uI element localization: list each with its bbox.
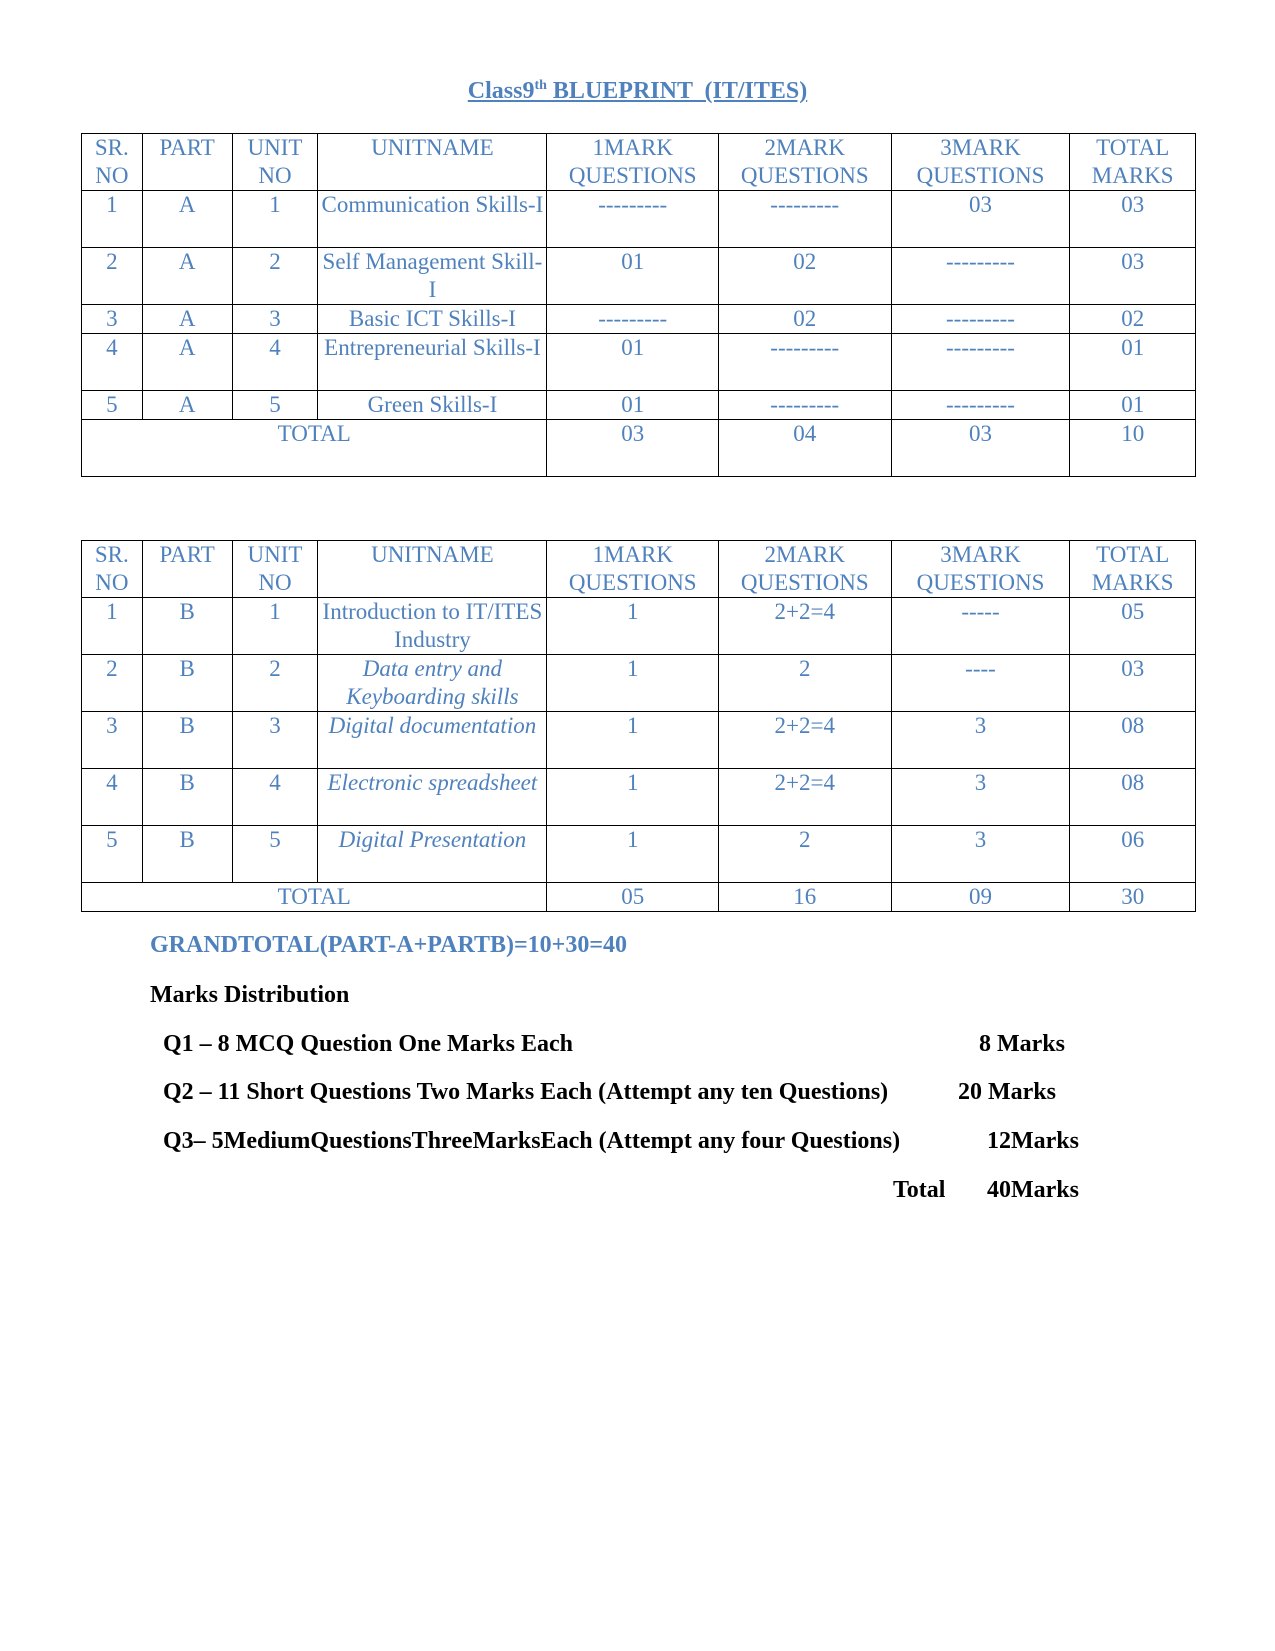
total-label: TOTAL: [82, 883, 547, 912]
two-mark: 2+2=4: [718, 712, 891, 769]
part: A: [142, 248, 232, 305]
one-mark: ---------: [547, 191, 719, 248]
unit-name: Data entry and Keyboarding skills: [318, 655, 547, 712]
total-three-mark: 03: [891, 420, 1070, 477]
total-three-mark: 09: [891, 883, 1070, 912]
total-label: Total: [893, 1177, 946, 1203]
part-a-table: [81, 133, 1196, 477]
question-3-text: Q3– 5MediumQuestionsThreeMarksEach (Attempt any four Questions): [163, 1128, 901, 1154]
two-mark: 02: [718, 305, 891, 334]
total-label: TOTAL: [82, 420, 547, 477]
two-mark: ---------: [718, 191, 891, 248]
unit-name: Green Skills-I: [318, 391, 547, 420]
question-1-marks: 8 Marks: [979, 1031, 1065, 1057]
header-total-marks: TOTAL MARKS: [1070, 541, 1196, 598]
two-mark: ---------: [718, 334, 891, 391]
one-mark: 01: [547, 334, 719, 391]
one-mark: 1: [547, 712, 719, 769]
part: B: [142, 826, 232, 883]
one-mark: 1: [547, 769, 719, 826]
grand-total: GRANDTOTAL(PART-A+PARTB)=10+30=40: [150, 932, 628, 958]
two-mark: 2: [718, 826, 891, 883]
three-mark: ----: [891, 655, 1070, 712]
sr-no: 5: [82, 826, 143, 883]
question-2-text: Q2 – 11 Short Questions Two Marks Each (Attempt any ten Questions): [163, 1079, 889, 1105]
part: B: [142, 598, 232, 655]
title-superscript: th: [534, 78, 547, 93]
part: A: [142, 334, 232, 391]
table-row: [82, 248, 1196, 305]
sr-no: 3: [82, 305, 143, 334]
unit-name: Self Management Skill-I: [318, 248, 547, 305]
total-marks: 03: [1070, 655, 1196, 712]
unit-name: Communication Skills-I: [318, 191, 547, 248]
table-row: [82, 712, 1196, 769]
total-marks: 08: [1070, 712, 1196, 769]
header-part: PART: [142, 134, 232, 191]
total-one-mark: 05: [547, 883, 719, 912]
part-b-table: [81, 540, 1196, 912]
sr-no: 2: [82, 655, 143, 712]
part: A: [142, 305, 232, 334]
total-marks: 05: [1070, 598, 1196, 655]
unit-no: 1: [232, 598, 318, 655]
title-suffix: BLUEPRINT (IT/ITES): [546, 78, 808, 104]
question-3-marks: 12Marks: [987, 1128, 1079, 1154]
question-2-marks: 20 Marks: [958, 1079, 1056, 1105]
header-1mark: 1MARK QUESTIONS: [547, 134, 719, 191]
total-row: [82, 883, 1196, 912]
one-mark: 1: [547, 655, 719, 712]
one-mark: 01: [547, 248, 719, 305]
table-row: [82, 598, 1196, 655]
three-mark: ---------: [891, 334, 1070, 391]
header-unit-name: UNITNAME: [318, 541, 547, 598]
unit-name: Electronic spreadsheet: [318, 769, 547, 826]
header-row: [82, 134, 1196, 191]
part: A: [142, 391, 232, 420]
header-sr-no: SR. NO: [82, 134, 143, 191]
three-mark: -----: [891, 598, 1070, 655]
unit-no: 2: [232, 248, 318, 305]
total-marks: 02: [1070, 305, 1196, 334]
part: B: [142, 655, 232, 712]
page-title: [0, 78, 1275, 105]
part: A: [142, 191, 232, 248]
one-mark: 01: [547, 391, 719, 420]
sr-no: 4: [82, 334, 143, 391]
one-mark: 1: [547, 826, 719, 883]
unit-name: Digital documentation: [318, 712, 547, 769]
unit-name: Digital Presentation: [318, 826, 547, 883]
header-2mark: 2MARK QUESTIONS: [718, 134, 891, 191]
sr-no: 5: [82, 391, 143, 420]
total-two-mark: 16: [718, 883, 891, 912]
sr-no: 2: [82, 248, 143, 305]
table-row: [82, 769, 1196, 826]
unit-no: 5: [232, 826, 318, 883]
header-sr-no: SR. NO: [82, 541, 143, 598]
header-1mark: 1MARK QUESTIONS: [547, 541, 719, 598]
unit-no: 1: [232, 191, 318, 248]
sr-no: 4: [82, 769, 143, 826]
unit-name: Introduction to IT/ITES Industry: [318, 598, 547, 655]
total-marks-value: 40Marks: [987, 1177, 1079, 1203]
three-mark: 03: [891, 191, 1070, 248]
part: B: [142, 769, 232, 826]
three-mark: 3: [891, 712, 1070, 769]
total-row: [82, 420, 1196, 477]
three-mark: 3: [891, 826, 1070, 883]
unit-no: 3: [232, 712, 318, 769]
header-3mark: 3MARK QUESTIONS: [891, 134, 1070, 191]
unit-no: 4: [232, 334, 318, 391]
unit-name: Basic ICT Skills-I: [318, 305, 547, 334]
two-mark: ---------: [718, 391, 891, 420]
unit-name: Entrepreneurial Skills-I: [318, 334, 547, 391]
unit-no: 5: [232, 391, 318, 420]
two-mark: 2: [718, 655, 891, 712]
unit-no: 2: [232, 655, 318, 712]
header-part: PART: [142, 541, 232, 598]
sr-no: 1: [82, 191, 143, 248]
three-mark: ---------: [891, 391, 1070, 420]
two-mark: 02: [718, 248, 891, 305]
unit-no: 3: [232, 305, 318, 334]
total-two-mark: 04: [718, 420, 891, 477]
one-mark: ---------: [547, 305, 719, 334]
header-row: [82, 541, 1196, 598]
total-marks: 06: [1070, 826, 1196, 883]
table-row: [82, 334, 1196, 391]
sr-no: 3: [82, 712, 143, 769]
header-2mark: 2MARK QUESTIONS: [718, 541, 891, 598]
one-mark: 1: [547, 598, 719, 655]
total-marks: 03: [1070, 248, 1196, 305]
table-row: [82, 391, 1196, 420]
header-unit-no: UNIT NO: [232, 134, 318, 191]
total-total-marks: 30: [1070, 883, 1196, 912]
header-unit-name: UNITNAME: [318, 134, 547, 191]
table-row: [82, 655, 1196, 712]
total-marks: 03: [1070, 191, 1196, 248]
table-row: [82, 826, 1196, 883]
table-row: [82, 305, 1196, 334]
three-mark: ---------: [891, 305, 1070, 334]
three-mark: 3: [891, 769, 1070, 826]
sr-no: 1: [82, 598, 143, 655]
unit-no: 4: [232, 769, 318, 826]
header-3mark: 3MARK QUESTIONS: [891, 541, 1070, 598]
total-marks: 08: [1070, 769, 1196, 826]
marks-distribution-title: Marks Distribution: [150, 982, 350, 1008]
total-marks: 01: [1070, 391, 1196, 420]
total-marks: 01: [1070, 334, 1196, 391]
header-total-marks: TOTAL MARKS: [1070, 134, 1196, 191]
header-unit-no: UNIT NO: [232, 541, 318, 598]
total-one-mark: 03: [547, 420, 719, 477]
two-mark: 2+2=4: [718, 598, 891, 655]
title-prefix: Class9: [467, 78, 535, 104]
part: B: [142, 712, 232, 769]
table-row: [82, 191, 1196, 248]
total-total-marks: 10: [1070, 420, 1196, 477]
two-mark: 2+2=4: [718, 769, 891, 826]
three-mark: ---------: [891, 248, 1070, 305]
question-1-text: Q1 – 8 MCQ Question One Marks Each: [163, 1031, 574, 1057]
